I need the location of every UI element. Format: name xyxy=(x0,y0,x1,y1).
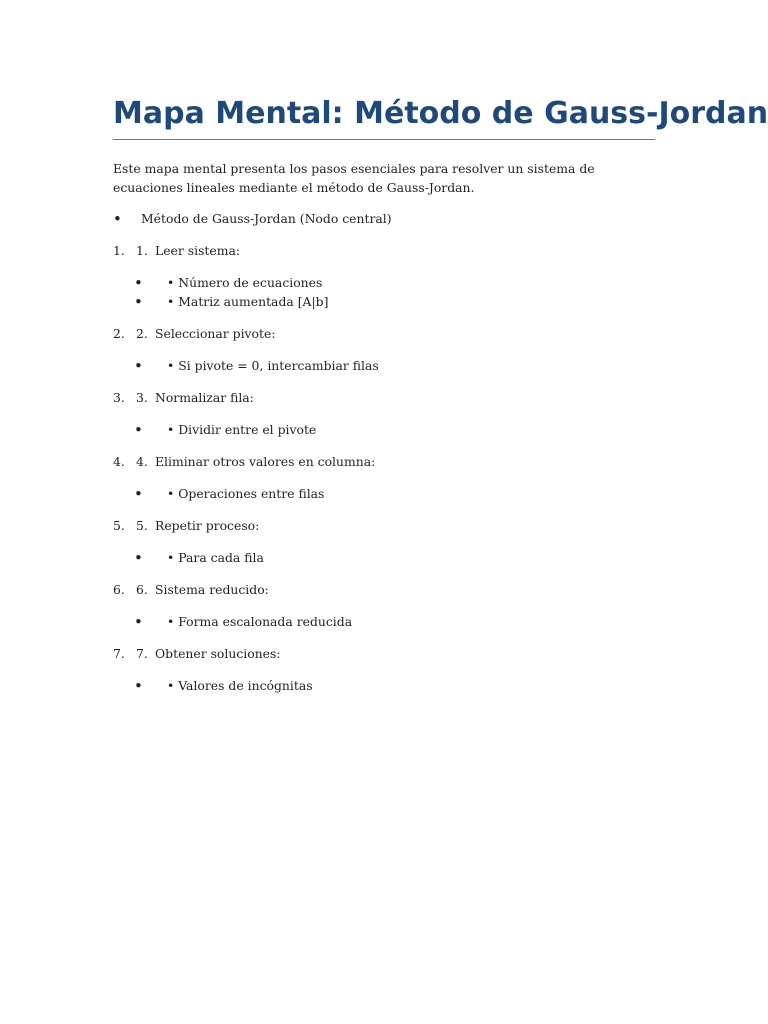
bullet-icon: • xyxy=(134,549,143,567)
step-label: Seleccionar pivote: xyxy=(155,326,276,341)
step-inner-number: 2. xyxy=(136,326,148,341)
step-number: 1. xyxy=(113,243,125,258)
step-label: Normalizar fila: xyxy=(155,390,254,405)
step-inner-number: 5. xyxy=(136,518,148,533)
sub-item-text: • Matriz aumentada [A|b] xyxy=(167,294,329,309)
title-underline xyxy=(113,139,655,140)
step-number: 2. xyxy=(113,326,125,341)
sub-item-text: • Operaciones entre filas xyxy=(167,486,325,501)
sub-item-text: • Valores de incógnitas xyxy=(167,678,313,693)
step-label: Sistema reducido: xyxy=(155,582,269,597)
sub-item-text: • Para cada fila xyxy=(167,550,264,565)
intro-paragraph: Este mapa mental presenta los pasos esenciales para resolver un sistema de ecuaciones lineales mediante el método de Gauss-Jordan. xyxy=(113,161,595,195)
sub-item-text: • Dividir entre el pivote xyxy=(167,422,317,437)
bullet-icon: • xyxy=(134,357,143,375)
step-number: 3. xyxy=(113,390,125,405)
step-label: Repetir proceso: xyxy=(155,518,260,533)
step-label: Obtener soluciones: xyxy=(155,646,281,661)
sub-item-text: • Número de ecuaciones xyxy=(167,275,323,290)
bullet-icon: • xyxy=(134,485,143,503)
step-inner-number: 4. xyxy=(136,454,148,469)
bullet-icon: • xyxy=(134,274,143,292)
sub-item-text: • Si pivote = 0, intercambiar filas xyxy=(167,358,379,373)
bullet-icon: • xyxy=(113,210,122,228)
step-number: 5. xyxy=(113,518,125,533)
step-number: 4. xyxy=(113,454,125,469)
bullet-icon: • xyxy=(134,293,143,311)
step-inner-number: 7. xyxy=(136,646,148,661)
step-number: 7. xyxy=(113,646,125,661)
step-inner-number: 3. xyxy=(136,390,148,405)
bullet-icon: • xyxy=(134,421,143,439)
page-title: Mapa Mental: Método de Gauss-Jordan xyxy=(113,96,768,131)
step-inner-number: 6. xyxy=(136,582,148,597)
step-number: 6. xyxy=(113,582,125,597)
sub-item-text: • Forma escalonada reducida xyxy=(167,614,353,629)
bullet-icon: • xyxy=(134,613,143,631)
central-node-label: Método de Gauss-Jordan (Nodo central) xyxy=(141,211,392,226)
step-inner-number: 1. xyxy=(136,243,148,258)
bullet-icon: • xyxy=(134,677,143,695)
step-label: Leer sistema: xyxy=(155,243,241,258)
step-label: Eliminar otros valores en columna: xyxy=(155,454,376,469)
